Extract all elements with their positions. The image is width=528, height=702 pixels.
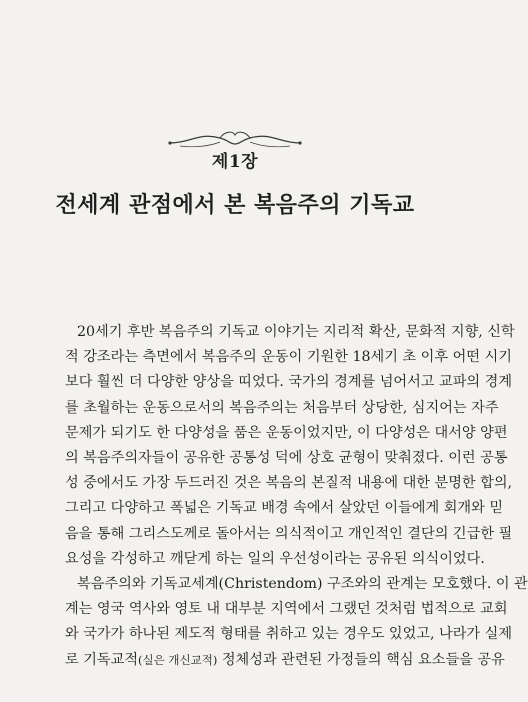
text-line: 요성을 각성하고 깨닫게 하는 일의 우선성이라는 공유된 의식이었다.	[65, 550, 485, 567]
text-fragment: 정체성과 관련된 가정들의 핵심 요소들을 공유	[217, 651, 505, 668]
parenthetical-note: (실은 개신교적)	[138, 652, 218, 667]
chapter-title: 전세계 관점에서 본 복음주의 기독교	[55, 193, 415, 218]
text-fragment: 로 기독교적	[65, 651, 139, 668]
bleed-through-text	[300, 38, 311, 51]
text-line: 음을 통해 그리스도께로 돌아서는 의식적이고 개인적인 결단의 긴급한 필	[65, 525, 513, 542]
text-line: 와 국가가 하나된 제도적 형태를 취하고 있는 경우도 있었고, 나라가 실제	[65, 626, 513, 643]
text-line: 그리고 다양하고 폭넓은 기독교 배경 속에서 살았던 이들에게 회개와 믿	[65, 500, 504, 517]
text-line: 보다 훨씬 더 다양한 양상을 띠었다. 국가의 경계를 넘어서고 교파의 경계	[65, 374, 513, 391]
text-line: 문제가 되기도 한 다양성을 품은 운동이었지만, 이 다양성은 대서양 양편	[65, 424, 508, 441]
text-line: 적 강조라는 측면에서 복음주의 운동이 기원한 18세기 초 이후 어떤 시기	[65, 349, 512, 366]
text-line-mixed	[65, 648, 505, 673]
text-line: 를 초월하는 운동으로서의 복음주의는 처음부터 상당한, 심지어는 자주	[65, 399, 499, 416]
text-line: 계는 영국 역사와 영토 내 대부분 지역에서 그랬던 것처럼 법적으로 교회	[65, 601, 508, 618]
body-text	[65, 320, 528, 673]
paragraph-1	[65, 320, 515, 572]
text-line: 20세기 후반 복음주의 기독교 이야기는 지리적 확산, 문화적 지향, 신학	[77, 324, 515, 340]
text-line: 성 중에서도 가장 두드러진 것은 복음의 본질적 내용에 대한 분명한 합의,	[65, 475, 513, 492]
text-line: 복음주의와 기독교세계(Christendom) 구조와의 관계는 모호했다. 이 관	[77, 576, 528, 593]
text-line: 의 복음주의자들이 공유한 공통성 덕에 상호 균형이 맞춰졌다. 이런 공통	[65, 450, 508, 467]
chapter-number: 제1장	[211, 152, 259, 172]
paragraph-2	[65, 572, 528, 673]
